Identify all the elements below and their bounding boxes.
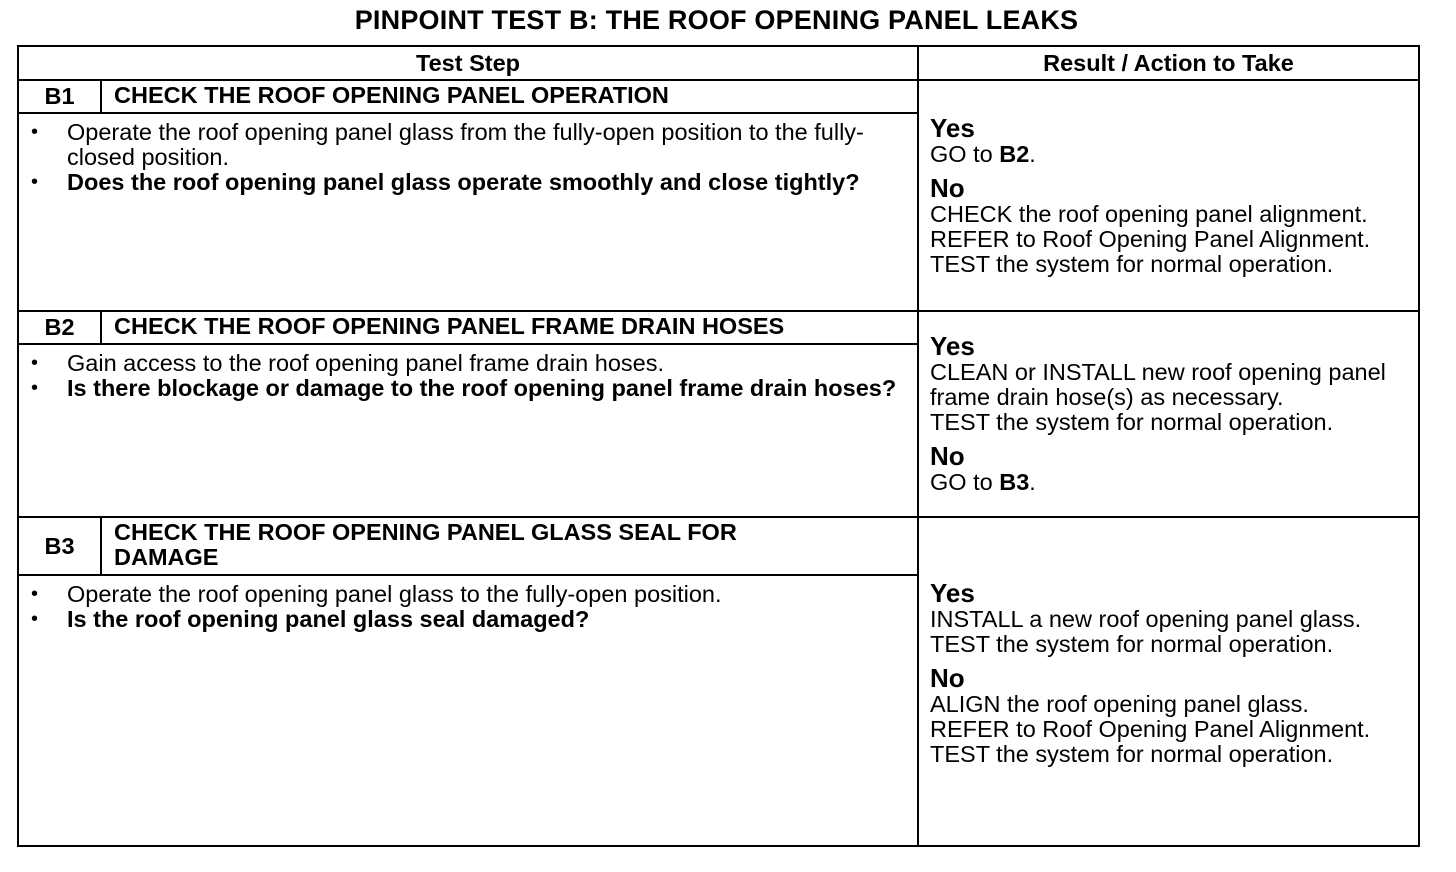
step-b1-result xyxy=(918,80,1419,311)
list-item: • Is the roof opening panel glass seal damaged? xyxy=(31,606,590,632)
list-item: • Gain access to the roof opening panel frame drain hoses. xyxy=(31,350,665,376)
result-no: No CHECK the roof opening panel alignment. REFER to Roof Opening Panel Alignment. TEST the system for normal operation. xyxy=(930,175,1410,277)
result-no: No GO to B3. xyxy=(930,443,1410,495)
step-id: B1 xyxy=(18,80,101,113)
bullet-icon: • xyxy=(31,608,39,630)
step-b2-body xyxy=(18,344,918,517)
step-title: CHECK THE ROOF OPENING PANEL GLASS SEAL FOR DAMAGE xyxy=(101,517,918,575)
no-label: No xyxy=(930,663,965,693)
step-b3-title-row xyxy=(18,517,1419,575)
step-id: B2 xyxy=(18,311,101,344)
bullet-icon: • xyxy=(31,377,39,399)
yes-label: Yes xyxy=(930,331,975,361)
step-b1-body xyxy=(18,113,918,311)
result-yes: Yes CLEAN or INSTALL new roof opening panel frame drain hose(s) as necessary. TEST the system for normal operation. xyxy=(930,333,1410,435)
header-test-step: Test Step xyxy=(18,46,918,80)
step-b2-result xyxy=(918,311,1419,517)
no-label: No xyxy=(930,172,965,203)
list-item: • Does the roof opening panel glass operate smoothly and close tightly? xyxy=(31,169,860,195)
no-label: No xyxy=(930,441,965,471)
step-b3-result xyxy=(918,517,1419,846)
page-title: PINPOINT TEST B: THE ROOF OPENING PANEL LEAKS xyxy=(354,5,1079,35)
step-b2-title-row xyxy=(18,311,1419,344)
bullet-icon: • xyxy=(31,352,39,374)
list-item: • Operate the roof opening panel glass to the fully-open position. xyxy=(31,581,722,607)
result-yes: Yes GO to B2. xyxy=(930,115,1410,167)
result-yes: Yes INSTALL a new roof opening panel glass. TEST the system for normal operation. xyxy=(930,580,1410,657)
step-reference: B2 xyxy=(999,140,1030,167)
step-id: B3 xyxy=(18,517,101,575)
yes-label: Yes xyxy=(930,578,975,608)
pinpoint-test-table xyxy=(17,45,1420,847)
list-item: • Operate the roof opening panel glass from the fully-open position to the fully-closed position. xyxy=(31,119,864,170)
result-no: No ALIGN the roof opening panel glass. REFER to Roof Opening Panel Alignment. TEST the system for normal operation. xyxy=(930,665,1410,767)
step-reference: B3 xyxy=(999,469,1030,495)
bullet-icon: • xyxy=(31,583,39,605)
step-title: CHECK THE ROOF OPENING PANEL OPERATION xyxy=(101,80,918,113)
bullet-icon: • xyxy=(31,121,39,143)
yes-label: Yes xyxy=(930,112,975,143)
step-b1-title-row xyxy=(18,80,1419,113)
step-title: CHECK THE ROOF OPENING PANEL FRAME DRAIN HOSES xyxy=(101,311,918,344)
step-b3-body xyxy=(18,575,918,846)
table-header-row xyxy=(18,46,1419,80)
bullet-icon: • xyxy=(31,171,39,193)
list-item: • Is there blockage or damage to the roof opening panel frame drain hoses? xyxy=(31,375,897,401)
header-result: Result / Action to Take xyxy=(918,46,1419,80)
